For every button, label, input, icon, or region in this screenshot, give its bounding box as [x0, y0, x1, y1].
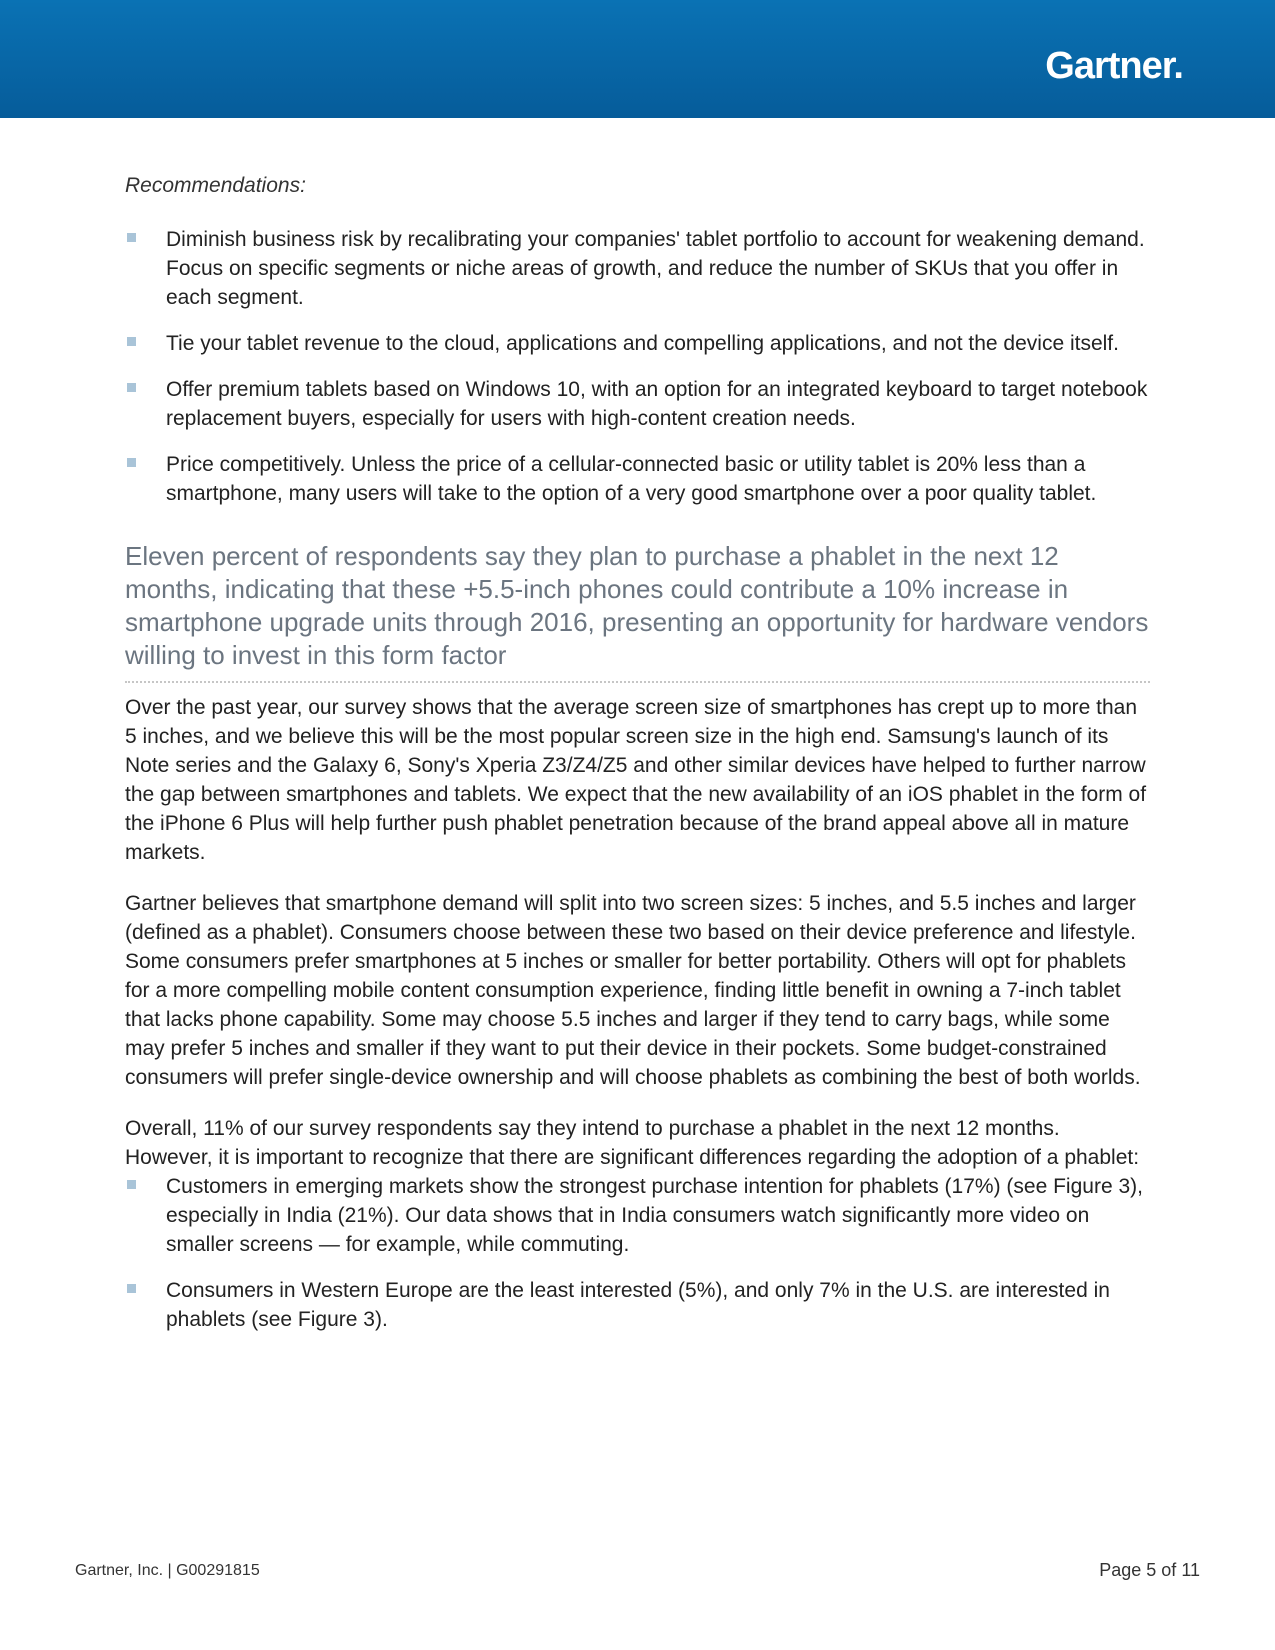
list-item [125, 225, 1150, 312]
body-paragraph: Gartner believes that smartphone demand will split into two screen sizes: 5 inches, and 5.5 inches and larger (defined as a phablet). Consumers choose between these two based on their device preference and lifestyle. Some consumers prefer smartphones at 5 inches or smaller for better portability. Others will opt for phablets for a more compelling mobile content consumption experience, finding little benefit in owning a 7-inch tablet that lacks phone capability. Some may choose 5.5 inches and larger if they tend to carry bags, while some may prefer 5 inches and smaller if they want to put their device in their pockets. Some budget-constrained consumers will prefer single-device ownership and will choose phablets as combining the best of both worlds. [125, 892, 1141, 1089]
list-item-text: Diminish business risk by recalibrating your companies' tablet portfolio to account for weakening demand. Focus on specific segments or niche areas of growth, and reduce the number of SKUs that you offer in each segment. [166, 228, 1145, 309]
callout-heading: Eleven percent of respondents say they plan to purchase a phablet in the next 12 months, indicating that these +5.5-inch phones could contribute a 10% increase in smartphone upgrade units through 2016, presenting an opportunity for hardware vendors willing to invest in this form factor [125, 540, 1150, 683]
list-item [125, 450, 1150, 508]
bullet-square-icon [127, 383, 136, 392]
body-paragraph: Overall, 11% of our survey respondents say they intend to purchase a phablet in the next 12 months. However, it is important to recognize that there are significant differences regarding the adoption of a phablet: [125, 1117, 1140, 1169]
list-item [125, 329, 1150, 358]
footer-page-number: Page 5 of 11 [1099, 1560, 1200, 1580]
list-item-text: Consumers in Western Europe are the least interested (5%), and only 7% in the U.S. are interested in phablets (see Figure 3). [166, 1279, 1110, 1331]
list-item-text: Customers in emerging markets show the strongest purchase intention for phablets (17%) (see Figure 3), especially in India (21%). Our data shows that in India consumers watch significantly more video on smaller screens — for example, while commuting. [166, 1175, 1143, 1256]
bullet-square-icon [127, 233, 136, 242]
list-item-text: Offer premium tablets based on Windows 10, with an option for an integrated keyboard to target notebook replacement buyers, especially for users with high-content creation needs. [166, 378, 1148, 430]
footer-document-id: Gartner, Inc. | G00291815 [75, 1562, 260, 1579]
bullet-square-icon [127, 1180, 136, 1189]
bullet-square-icon [127, 458, 136, 467]
page-content [125, 172, 1150, 1351]
recommendations-list [125, 225, 1150, 508]
body-paragraph: Over the past year, our survey shows that the average screen size of smartphones has crept up to more than 5 inches, and we believe this will be the most popular screen size in the high end. Samsung's launch of its Note series and the Galaxy 6, Sony's Xperia Z3/Z4/Z5 and other similar devices have helped to further narrow the gap between smartphones and tablets. We expect that the new availability of an iOS phablet in the form of the iPhone 6 Plus will help further push phablet penetration because of the brand appeal above all in mature markets. [125, 696, 1147, 864]
recommendations-heading: Recommendations: [125, 174, 306, 197]
list-item-text: Tie your tablet revenue to the cloud, applications and compelling applications, and not the device itself. [166, 332, 1119, 355]
adoption-list [125, 1172, 1150, 1334]
bullet-square-icon [127, 1284, 136, 1293]
list-item-text: Price competitively. Unless the price of a cellular-connected basic or utility tablet is 20% less than a smartphone, many users will take to the option of a very good smartphone over a poor quality tablet. [166, 453, 1097, 505]
gartner-logo: Gartner. [1045, 45, 1183, 87]
bullet-square-icon [127, 337, 136, 346]
list-item [125, 375, 1150, 433]
list-item [125, 1172, 1150, 1259]
page-header-banner [0, 0, 1275, 118]
list-item [125, 1276, 1150, 1334]
